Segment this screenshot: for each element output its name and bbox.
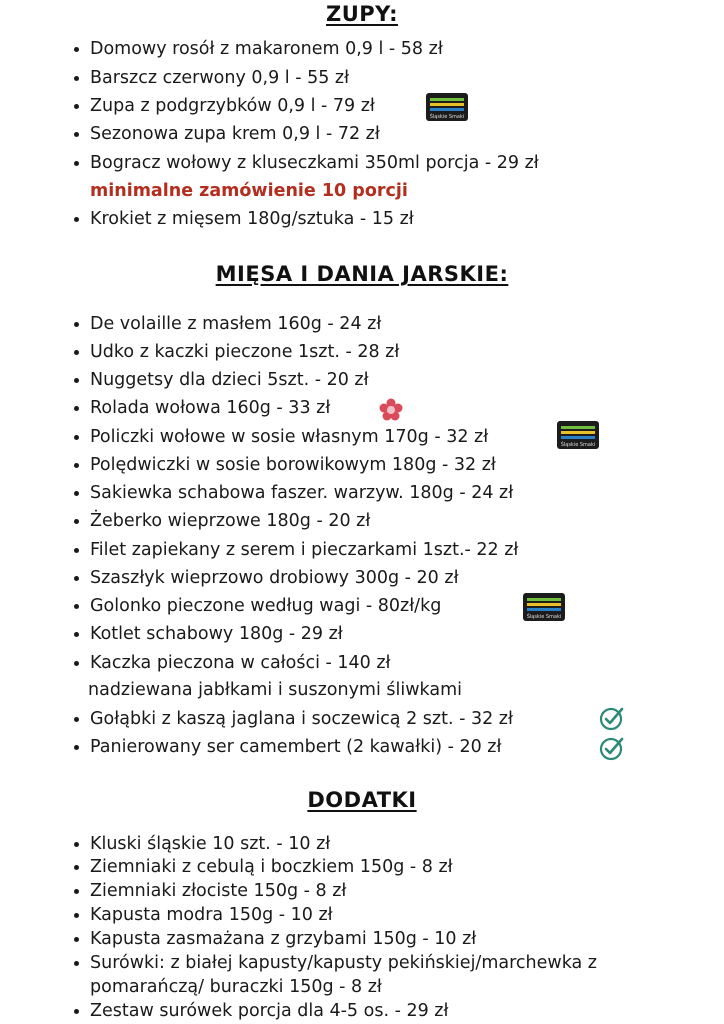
menu-item: Policzki wołowe w sosie własnym 170g - 32 zł xyxy=(90,427,489,447)
menu-item: Kapusta zasmażana z grzybami 150g - 10 zł xyxy=(90,929,477,949)
minimum-order-note: minimalne zamówienie 10 porcji xyxy=(90,181,408,201)
vegetarian-check-icon xyxy=(599,735,625,761)
menu-item: Kluski śląskie 10 szt. - 10 zł xyxy=(90,834,331,854)
menu-item: Gołąbki z kaszą jaglana i soczewicą 2 szt. - 32 zł xyxy=(90,709,513,729)
slaskie-smaki-badge-icon: Śląskie Smaki xyxy=(523,593,565,621)
flower-icon xyxy=(379,398,403,422)
slaskie-smaki-badge-icon: Śląskie Smaki xyxy=(557,421,599,449)
menu-item: Sakiewka schabowa faszer. warzyw. 180g - 24 zł xyxy=(90,483,514,503)
menu-item: Kaczka pieczona w całości - 140 zł xyxy=(90,653,391,673)
menu-item: Barszcz czerwony 0,9 l - 55 zł xyxy=(90,68,350,88)
menu-item: Szaszłyk wieprzowo drobiowy 300g - 20 zł xyxy=(90,568,459,588)
section-title-zupy: ZUPY: xyxy=(326,2,398,26)
vegetarian-check-icon xyxy=(599,705,625,731)
menu-item: Ziemniaki złociste 150g - 8 zł xyxy=(90,881,347,901)
menu-item-continuation: nadziewana jabłkami i suszonymi śliwkami xyxy=(88,680,463,700)
menu-item: Kapusta modra 150g - 10 zł xyxy=(90,905,333,925)
menu-item: Ziemniaki z cebulą i boczkiem 150g - 8 zł xyxy=(90,857,453,877)
menu-item: Udko z kaczki pieczone 1szt. - 28 zł xyxy=(90,342,400,362)
menu-item: Krokiet z mięsem 180g/sztuka - 15 zł xyxy=(90,209,414,229)
menu-item: Panierowany ser camembert (2 kawałki) - 20 zł xyxy=(90,737,502,757)
menu-item: Polędwiczki w sosie borowikowym 180g - 32 zł xyxy=(90,455,496,475)
menu-item: Sezonowa zupa krem 0,9 l - 72 zł xyxy=(90,124,380,144)
menu-item: Kotlet schabowy 180g - 29 zł xyxy=(90,624,343,644)
slaskie-smaki-badge-icon: Śląskie Smaki xyxy=(426,93,468,121)
menu-item: Rolada wołowa 160g - 33 zł xyxy=(90,398,331,418)
menu-item: Surówki: z białej kapusty/kapusty pekińskiej/marchewka z xyxy=(90,953,597,973)
menu-item: Golonko pieczone według wagi - 80zł/kg xyxy=(90,596,442,616)
menu-item: Filet zapiekany z serem i pieczarkami 1szt.- 22 zł xyxy=(90,540,519,560)
section-title-miesa: MIĘSA I DANIA JARSKIE: xyxy=(215,262,509,286)
menu-item: Bogracz wołowy z kluseczkami 350ml porcja - 29 zł xyxy=(90,153,539,173)
menu-item: Żeberko wieprzowe 180g - 20 zł xyxy=(90,511,371,531)
menu-item: Zestaw surówek porcja dla 4-5 os. - 29 zł xyxy=(90,1001,449,1021)
menu-item-continuation: pomarańczą/ buraczki 150g - 8 zł xyxy=(90,977,382,997)
menu-item: Zupa z podgrzybków 0,9 l - 79 zł xyxy=(90,96,375,116)
menu-item: Domowy rosół z makaronem 0,9 l - 58 zł xyxy=(90,39,443,59)
menu-item: Nuggetsy dla dzieci 5szt. - 20 zł xyxy=(90,370,369,390)
section-title-dodatki: DODATKI xyxy=(307,788,417,812)
menu-item: De volaille z masłem 160g - 24 zł xyxy=(90,314,382,334)
